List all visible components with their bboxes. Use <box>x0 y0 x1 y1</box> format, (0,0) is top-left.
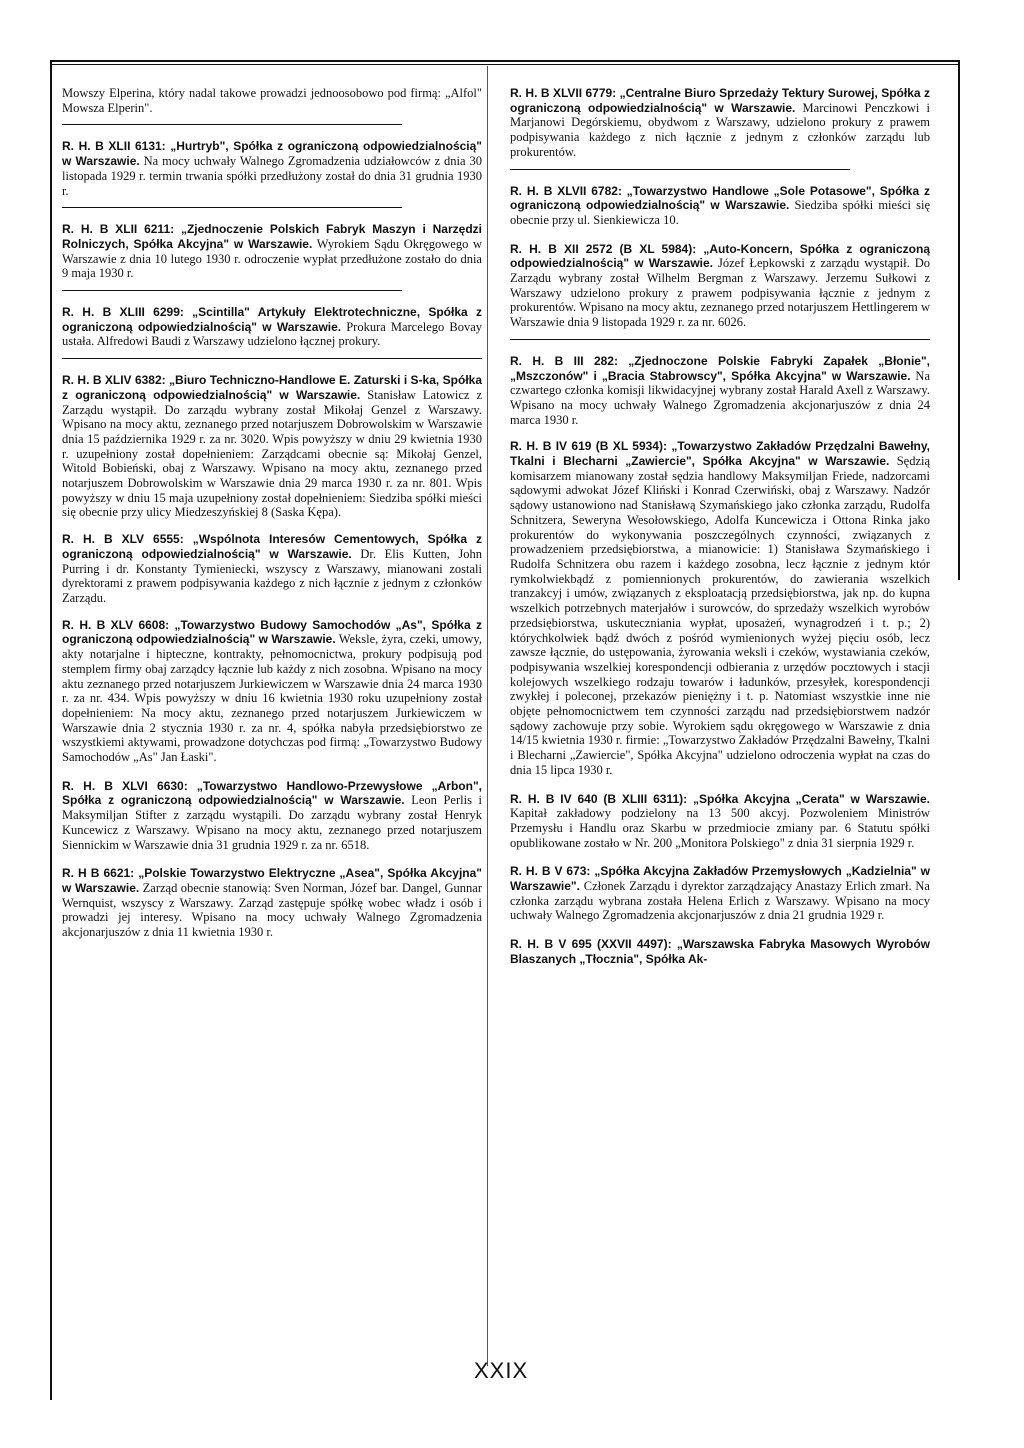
entry-divider <box>62 124 402 125</box>
entry: Mowszy Elperina, który nadal takowe prowadzi jednoosobowo pod firmą: „Alfol" Mowsza Elperin". <box>62 86 482 115</box>
entry: R. H. B V 695 (XXVII 4497): „Warszawska Fabryka Masowych Wyrobów Blaszanych „Tłocznia", Spółka Ak- <box>510 937 930 966</box>
right-column <box>510 86 930 967</box>
page-border-left <box>50 60 52 1400</box>
page-border-top-inner <box>50 64 960 65</box>
entry-divider <box>510 339 930 340</box>
entry: R. H. B III 282: „Zjednoczone Polskie Fabryki Zapałek „Błonie", „Mszczonów" i „Bracia Stabrowscy", Spółka Akcyjna" w Warszawie. Na czwartego członka komisji likwidacyjnej wybrany został Harald Axell z Warszawy. Wpisano na mocy uchwały Walnego Zgromadzenia akcjonarjuszów z dnia 24 marca 1930 r. <box>510 353 930 427</box>
entry-divider <box>62 207 402 208</box>
entry: R. H. B XLVI 6630: „Towarzystwo Handlowo-Przewysłowe „Arbon", Spółka z ograniczoną odpowiedzialnością" w Warszawie. Leon Perlis i Maksymiljan Stifter z zarządu wystąpili. Do zarządu wybrany został Henryk Kuncewicz z Warszawy. Wpisano na mocy aktu, zeznanego przed notarjuszem Siennickim w Warszawie dnia 31 grudnia 1929 r. za nr. 6518. <box>62 778 483 852</box>
entry-divider <box>510 169 850 170</box>
entry: R. H. B V 673: „Spółka Akcyjna Zakładów Przemysłowych „Kadzielnia" w Warszawie". Członek Zarządu i dyrektor zarządzający Anastazy Erlich zmarł. Na członka zarządu wybrana została Helena Erlich z Warszawy. Wpisano na mocy uchwały Walnego Zgromadzenia akcjonarjuszów z dnia 21 grudnia 1929 r. <box>510 864 930 923</box>
column-separator <box>487 66 488 1366</box>
entry: R. H. B XLV 6555: „Wspólnota Interesów Cementowych, Spółka z ograniczoną odpowiedzialnością" w Warszawie. Dr. Elis Kutten, John Purring i dr. Konstanty Tymieniecki, wszyscy z Warszawy, mianowani zostali dyrektorami z prawem podpisywania każdego z nich łącznie z jednym z członków Zarządu. <box>62 532 482 605</box>
entry-divider <box>62 290 402 291</box>
entry: R. H. B XLII 6131: „Hurtryb", Spółka z ograniczoną odpowiedzialnością" w Warszawie. Na mocy uchwały Walnego Zgromadzenia udziałowców z dnia 30 listopada 1929 r. termin trwania spółki przedłużony został do dnia 31 grudnia 1930 r. <box>62 139 482 198</box>
entry: R. H. B IV 619 (B XL 5934): „Towarzystwo Zakładów Przędzalni Bawełny, Tkalni i Blecharni „Zawiercie", Spółka Akcyjna" w Warszawie. Sędzią komisarzem mianowany został sędzia handlowy Maksymiljan Friede, nadzorcami sądowymi adwokat Józef Kliński i Konrad Czerwiński, obaj z Warszawy. Nadzór sądowy ustanowiono nad Stanisławą Szymańskiego jako członka zarządu, Rudolfa Schnitzera, Seweryna Wesołowskiego, Adolfa Kuncewicza i Ottona Rinka jako prokurentów do wykonywania poszczególnych czynności, związanych z prowadzeniem przedsiębiorstwa, a mianowicie: 1) Stanisława Szymańskiego i Rudolfa Schnitzera obu razem i każdego zosobna, lecz łącznie z jednym któr rymkolwiekbądź z pomiennionych prokurentów, do zawierania wszelkich tranzakcyj i umów, związanych z eksploatacją przedsiębiorstwa, jak np. do kupna wszelkich potrzebnych materjałów i surowców, do sprzedaży wszelkich wyrobów przedsiębiorstwa, uskuteczniania wypłat, uposażeń, wynagrodzeń i t. p.; 2) którychkolwiek bądź dwóch z pośród wymienionych wyżej pięciu osób, lecz zawsze łącznie, do ustępowania, żyrowania weksli i czeków, wystawiania czeków, podpisywania wszelkiej korespondencji odbierania z urzędów pocztowych i stacji kolejowych wszelkiego rodzaju towarów i ładunków, przesyłek, korespondencji zwykłej i poleconej, przekazów pieniężny i t. p. Natomiast wszystkie inne nie objęte pełnomocnictwem tem czynności zarządu nad przedsiębiorstwem nadzór sądowy zachowuje przy sobie. Wyrokiem sądu okręgowego w Warszawie z dnia 14/15 kwietnia 1930 r. firmie: „Towarzystwo Zakładów Przędzalni Bawełny, Tkalni i Blecharni „Zawiercie", Spółka Akcyjna" udzielono odroczenia wypłat na czas do dnia 15 lipca 1930 r. <box>510 439 931 777</box>
entry: R. H. B XLIV 6382: „Biuro Techniczno-Handlowe E. Zaturski i S-ka, Spółka z ograniczoną odpowiedzialnością" w Warszawie. Stanisław Latowicz z Zarządu wystąpił. Do zarządu wybrany został Mikołaj Genzel z Warszawy. Wpisano na mocy aktu, zeznanego przed notarjuszem Dobrowolskim w Warszawie dnia 15 października 1929 r. za nr. 3020. Wpis powyższy w dniu 29 kwietnia 1930 r. uzupełniony został dopełnieniem: Zarządcami obecnie są: Mikołaj Genzel, Witold Bobieński, obaj z Warszawy. Wpisano na mocy aktu, zeznanego przed notarjuszem Dobrowolskim w Warszawie dnia 29 marca 1930 r. za nr. 801. Wpis powyższy w dniu 15 maja uzupełniony został dopełnieniem: Siedziba spółki mieści się obecnie przy ulicy Miedzeszyńskiej 8 (Saska Kępa). <box>62 373 482 520</box>
entry: R. H. B XLV 6608: „Towarzystwo Budowy Samochodów „As", Spółka z ograniczoną odpowiedzialnością" w Warszawie. Weksle, żyra, czeki, umowy, akty notarjalne i hipteczne, kontrakty, pełnomocnictwa, prokury podpisują pod stemplem firmy obaj zarządcy łącznie lub każdy z nich zosobna. Wpisano na mocy aktu zeznanego przed notarjuszem Jurkiewiczem w Warszawie dnia 24 marca 1930 r. za nr. 434. Wpis powyższy w dniu 16 kwietnia 1930 roku uzupełniony został dopełnieniem: Na mocy aktu, zeznanego przed notarjuszem Jurkiewiczem w Warszawie dnia 2 stycznia 1930 r. za nr. 4, spółka nabyła przedsiębiorstwo ze wszystkiemi aktywami, prowadzone dotychczas pod firmą: „Towarzystwo Budowy Samochodów „As" Jan Łaski". <box>62 617 482 765</box>
entry: R. H. B XLVII 6779: „Centralne Biuro Sprzedaży Tektury Surowej, Spółka z ograniczoną odpowiedzialnością" w Warszawie. Marcinowi Penczkowi i Marjanowi Degórskiemu, obydwom z Warszawy, udzielono prokury z prawem podpisywania każdego z nich łącznie z jednym z członków zarządu lub prokurentów. <box>510 86 930 159</box>
entry: R. H. B XLIII 6299: „Scintilla" Artykuły Elektrotechniczne, Spółka z ograniczoną odpowiedzialnością" w Warszawie. Prokura Marcelego Bovay ustała. Alfredowi Baudi z Warszawy udzielono łącznej prokury. <box>62 305 483 349</box>
entry-divider <box>62 358 482 359</box>
entry: R. H. B XII 2572 (B XL 5984): „Auto-Koncern, Spółka z ograniczoną odpowiedzialnością" w Warszawie. Józef Łepkowski z zarządu wystąpił. Do Zarządu wybrany został Wilhelm Bergman z Warszawy. Jerzemu Sułkowi z Warszawy udzielono prokury z prawem podpisywania łącznie z jednym z prokurentów. Wpisano na mocy aktu, zeznanego przed notarjuszem Hettlingerem w Warszawie dnia 9 listopada 1929 r. za nr. 6026. <box>510 241 930 330</box>
page-number: XXIX <box>474 1358 529 1383</box>
entry: R. H B 6621: „Polskie Towarzystwo Elektryczne „Asea", Spółka Akcyjna" w Warszawie. Zarząd obecnie stanowią: Sven Norman, Józef bar. Dangel, Gunnar Wernquist, wszyscy z Warszawy. Zarząd zastępuje spółkę wobec władz i osób i prowadzi jej interesy. Wpisano na mocy uchwały Walnego Zgromadzenia akcjonarjuszów z dnia 11 kwietnia 1930 r. <box>62 866 483 940</box>
entry: R. H. B XLVII 6782: „Towarzystwo Handlowe „Sole Potasowe", Spółka z ograniczoną odpowiedzialnością" w Warszawie. Siedziba spółki mieści się obecnie przy ul. Sienkiewicza 10. <box>510 183 930 227</box>
page-border-right <box>958 60 960 580</box>
entry: R. H. B IV 640 (B XLIII 6311): „Spółka Akcyjna „Cerata" w Warszawie. Kapitał zakładowy podzielony na 13 500 akcyj. Pozwoleniem Ministrów Przemysłu i Handlu oraz Skarbu w przedmiocie zmiany par. 6 Statutu spółki opublikowane zostało w Nr. 200 „Monitora Polskiego" z dnia 31 sierpnia 1929 r. <box>510 791 930 850</box>
entry: R. H. B XLII 6211: „Zjednoczenie Polskich Fabryk Maszyn i Narzędzi Rolniczych, Spółka Akcyjna" w Warszawie. Wyrokiem Sądu Okręgowego w Warszawie z dnia 10 lutego 1930 r. odroczenie wypłat przedłużone zostało do dnia 9 maja 1930 r. <box>62 222 483 281</box>
page-border-top <box>50 60 960 62</box>
left-column <box>62 86 482 940</box>
